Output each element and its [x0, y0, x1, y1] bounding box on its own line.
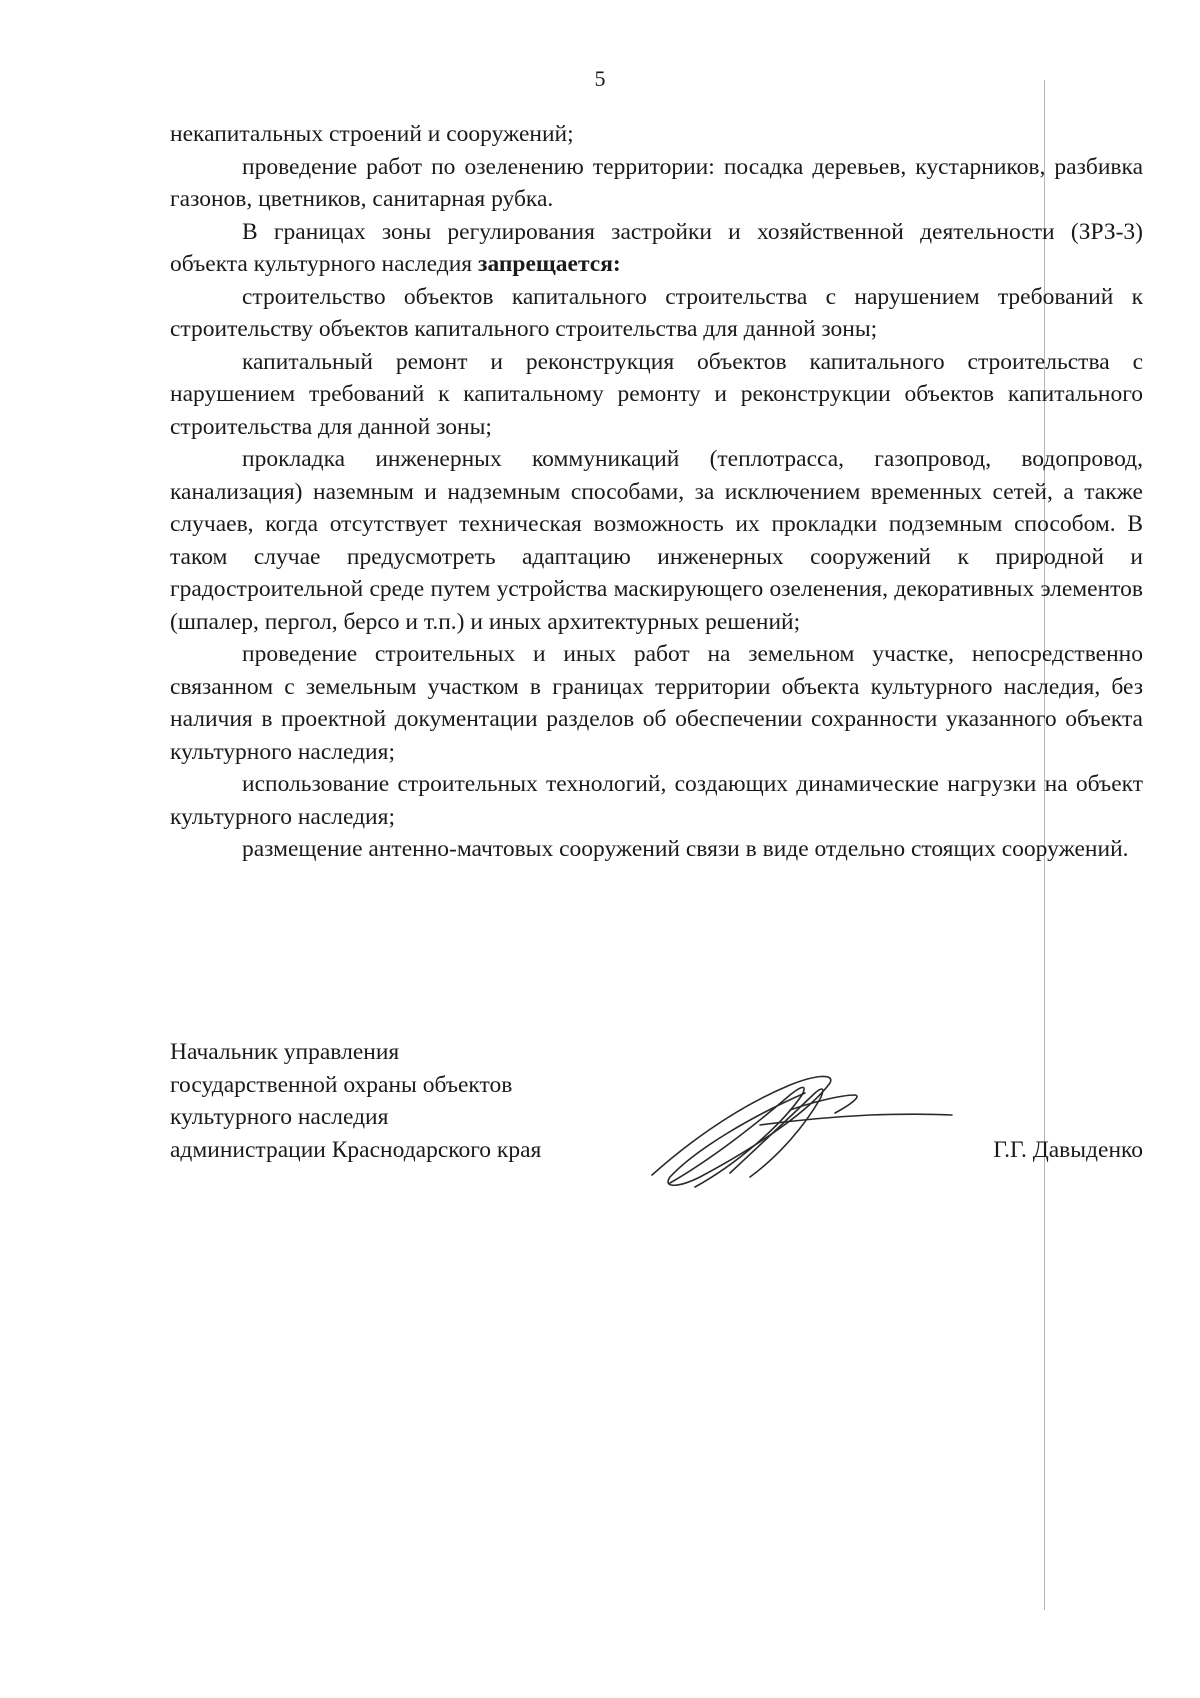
signer-title-line-1: Начальник управления — [170, 1039, 400, 1065]
paragraph-6: прокладка инженерных коммуникаций (теплотрасса, газопровод, водопровод, канализация) наземным и надземным способами, за исключением временных сетей, а также случаев, когда отсутствует техническая возможность их прокладки подземным способом. В таком случае предусмотреть адаптацию инженерных сооружений к природной и градостроительной среде путем устройства маскирующего озеленения, декоративных элементов (шпалер, пергол, берсо и т.п.) и иных архитектурных решений; — [170, 446, 1143, 635]
paragraph-7: проведение строительных и иных работ на земельном участке, непосредственно связанном с земельным участком в границах территории объекта культурного наследия, без наличия в проектной документации разделов об обеспечении сохранности указанного объекта культурного наследия; — [170, 641, 1143, 765]
paragraph-1: некапитальных строений и сооружений; — [170, 121, 574, 147]
prohibition-emphasis: запрещается: — [478, 251, 621, 277]
page-number: 5 — [594, 66, 606, 91]
paragraph-4: строительство объектов капитального строительства с нарушением требований к строительству объектов капитального строительства для данной зоны; — [170, 283, 1143, 342]
signer-title-line-2: государственной охраны объектов — [170, 1071, 513, 1098]
document-body — [170, 118, 1143, 866]
paragraph-3 — [170, 216, 1143, 281]
signer-name: Г.Г. Давыденко — [993, 1137, 1143, 1163]
paragraph-9: размещение антенно-мачтовых сооружений связи в виде отдельно стоящих сооружений. — [242, 836, 1129, 862]
paragraph-3-text: В границах зоны регулирования застройки и хозяйственной деятельности (ЗРЗ-3) объекта культурного наследия — [170, 218, 1143, 277]
paragraph-8: использование строительных технологий, создающих динамические нагрузки на объект культурного наследия; — [170, 771, 1143, 830]
signer-title-line-3: культурного наследия — [170, 1104, 389, 1130]
paragraph-2: проведение работ по озеленению территории: посадка деревьев, кустарников, разбивка газонов, цветников, санитарная рубка. — [170, 153, 1143, 212]
paragraph-5: капитальный ремонт и реконструкция объектов капитального строительства с нарушением требований к капитальному ремонту и реконструкции объектов капитального строительства для данной зоны; — [170, 348, 1143, 440]
signer-title — [170, 1036, 630, 1166]
signer-title-line-4: администрации Краснодарского края — [170, 1136, 542, 1163]
handwritten-signature — [640, 1065, 960, 1195]
